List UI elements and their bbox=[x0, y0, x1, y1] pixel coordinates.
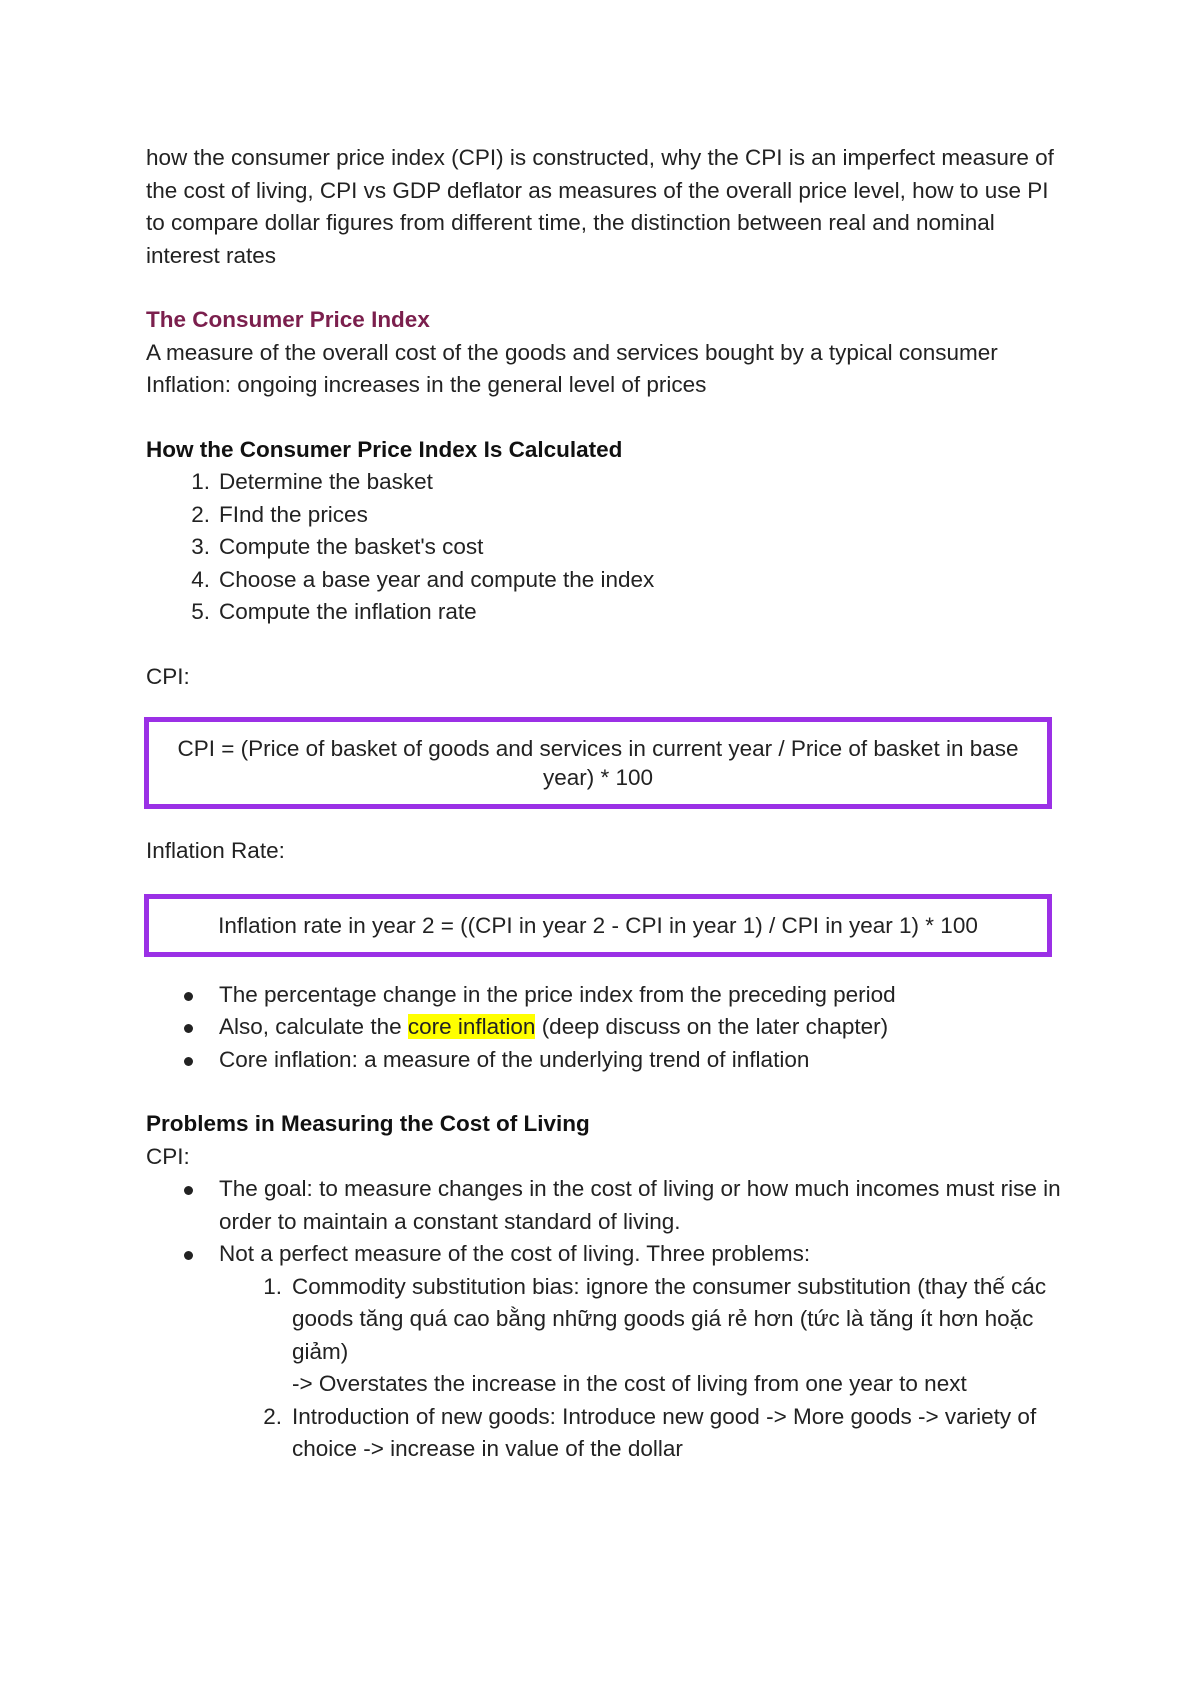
bullet-icon bbox=[184, 1024, 193, 1033]
spacer bbox=[146, 868, 1066, 894]
list-item bbox=[146, 1044, 1066, 1077]
list-item bbox=[146, 979, 1066, 1012]
inflation-definition: Inflation: ongoing increases in the general level of prices bbox=[146, 372, 707, 397]
list-item-text: FInd the prices bbox=[219, 501, 368, 527]
bullet-icon bbox=[184, 992, 193, 1001]
list-item bbox=[146, 564, 1066, 597]
list-item bbox=[146, 499, 1066, 532]
cpi-formula-text: CPI = (Price of basket of goods and services in current year / Price of basket in base year) * 100 bbox=[177, 736, 1019, 790]
spacer bbox=[146, 629, 1066, 661]
highlighted-term: core inflation bbox=[407, 1014, 536, 1039]
cpi-formula-box bbox=[144, 717, 1052, 809]
list-item bbox=[146, 1173, 1066, 1238]
list-number: 1. bbox=[191, 469, 210, 494]
list-number: 5. bbox=[191, 599, 210, 624]
list-item-text: Introduction of new goods: Introduce new good -> More goods -> variety of choice -> increase in value of the dollar bbox=[292, 1403, 1037, 1461]
calc-heading: How the Consumer Price Index Is Calculated bbox=[146, 436, 623, 462]
list-item-text: Choose a base year and compute the index bbox=[219, 566, 655, 592]
spacer bbox=[146, 809, 1066, 835]
document-page bbox=[146, 142, 1066, 1466]
list-number: 4. bbox=[191, 566, 210, 592]
bullet-icon bbox=[184, 1057, 193, 1066]
problems-cpi-label: CPI: bbox=[146, 1143, 190, 1169]
list-item-text: (deep discuss on the later chapter) bbox=[535, 1014, 889, 1039]
inflation-bullets bbox=[146, 979, 1066, 1077]
list-number: 1. bbox=[263, 1273, 282, 1299]
inflation-label: Inflation Rate: bbox=[146, 838, 285, 863]
problems-heading: Problems in Measuring the Cost of Living bbox=[146, 1111, 590, 1136]
list-item bbox=[146, 1011, 1066, 1044]
list-item bbox=[146, 531, 1066, 564]
list-number: 2. bbox=[191, 501, 210, 527]
list-item bbox=[146, 596, 1066, 629]
bullet-icon bbox=[184, 1186, 193, 1195]
list-item-note: -> Overstates the increase in the cost of living from one year to next bbox=[292, 1371, 967, 1396]
inflation-formula-box bbox=[144, 894, 1052, 957]
list-item-text: Not a perfect measure of the cost of living. Three problems: bbox=[219, 1241, 811, 1266]
cpi-definition: A measure of the overall cost of the goods and services bought by a typical consumer bbox=[146, 339, 998, 365]
intro-paragraph: how the consumer price index (CPI) is constructed, why the CPI is an imperfect measure of the cost of living, CPI vs GDP deflator as measures of the overall price level, how to use PI to compare dollar figures from different time, the distinction between real and nominal interest rates bbox=[146, 145, 1054, 268]
list-item-text: The goal: to measure changes in the cost of living or how much incomes must rise in order to maintain a constant standard of living. bbox=[219, 1176, 1061, 1234]
list-number: 3. bbox=[191, 534, 210, 559]
cpi-label: CPI: bbox=[146, 663, 190, 689]
inflation-formula-text: Inflation rate in year 2 = ((CPI in year 2 - CPI in year 1) / CPI in year 1) * 100 bbox=[218, 912, 978, 938]
list-item bbox=[146, 1271, 1066, 1401]
list-item bbox=[146, 466, 1066, 499]
list-number: 2. bbox=[263, 1403, 282, 1429]
bullet-icon bbox=[184, 1251, 193, 1260]
list-item-text: Core inflation: a measure of the underlying trend of inflation bbox=[219, 1046, 810, 1072]
list-item bbox=[146, 1238, 1066, 1271]
list-item-text: The percentage change in the price index from the preceding period bbox=[219, 981, 896, 1007]
list-item-text: Compute the basket's cost bbox=[219, 534, 484, 559]
spacer bbox=[146, 693, 1066, 717]
calc-steps-list bbox=[146, 466, 1066, 629]
spacer bbox=[146, 1076, 1066, 1108]
cpi-heading: The Consumer Price Index bbox=[146, 307, 430, 332]
list-item bbox=[146, 1401, 1066, 1466]
problems-bullets bbox=[146, 1173, 1066, 1271]
problems-list bbox=[146, 1271, 1066, 1466]
spacer bbox=[146, 272, 1066, 304]
list-item-text: Determine the basket bbox=[219, 469, 433, 494]
list-item-text: Also, calculate the bbox=[219, 1014, 408, 1039]
spacer bbox=[146, 957, 1066, 979]
list-item-text: Commodity substitution bias: ignore the consumer substitution (thay thế các goods tăng quá cao bằng những goods giá rẻ hơn (tức là tăng ít hơn hoặc giảm) bbox=[292, 1273, 1047, 1364]
spacer bbox=[146, 402, 1066, 434]
list-item-text: Compute the inflation rate bbox=[219, 599, 477, 624]
